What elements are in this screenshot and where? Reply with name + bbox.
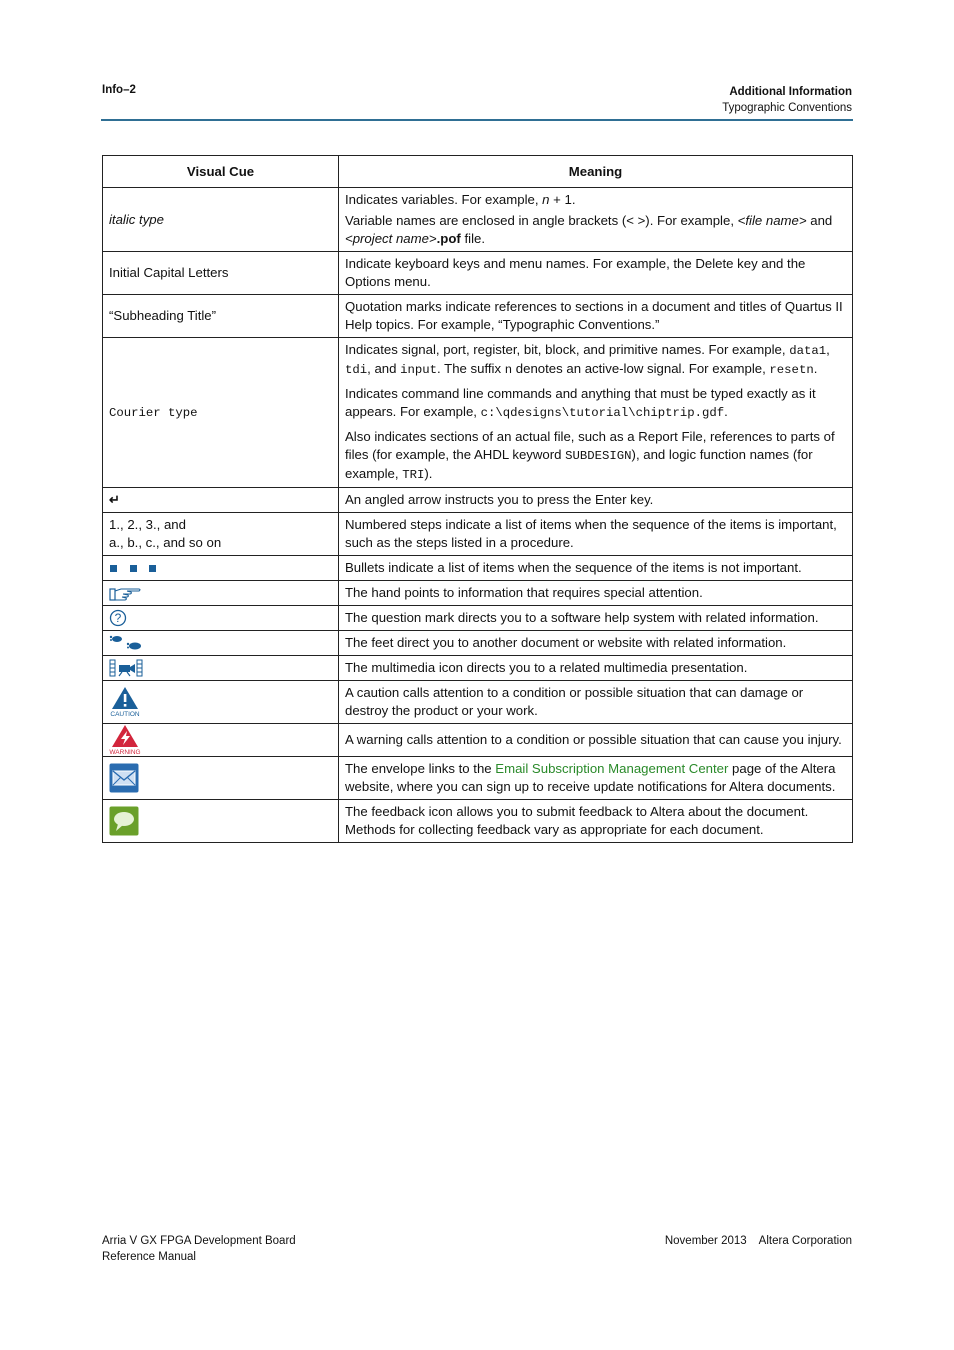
meaning-warning: A warning calls attention to a condition or possible situation that can cause you injury.: [339, 724, 853, 757]
page-number: Info–2: [102, 84, 136, 96]
cue-initial-capital: Initial Capital Letters: [103, 252, 339, 295]
cue-subheading: “Subheading Title”: [103, 295, 339, 338]
caution-icon: [109, 686, 143, 718]
footer-date-company: [665, 1233, 852, 1249]
bullet-squares-icon: [109, 564, 161, 574]
table-row: [103, 556, 853, 581]
envelope-icon[interactable]: [109, 763, 139, 793]
table-row: [103, 338, 853, 488]
table-row: [103, 681, 853, 724]
meaning-courier: Indicates signal, port, register, bit, block, and primitive names. For example, data1, tdi, and input. The suffix n denotes an active-low signal. For example, resetn. Indicates command line commands and anything that must be typed exactly as it appears. For example, c:\qdesigns\tutorial\chiptrip.gdf. Also indicates sections of an actual file, such as a Report File, references to parts of files (for example, the AHDL keyword SUBDESIGN), and logic function names (for example, TRI).: [339, 338, 853, 488]
enter-arrow-icon: ↵: [103, 488, 339, 513]
table-row: [103, 606, 853, 631]
feedback-icon[interactable]: [109, 806, 139, 836]
cue-italic: italic type: [103, 188, 339, 252]
running-header: [722, 84, 852, 116]
multimedia-icon: [109, 659, 143, 677]
meaning-envelope: The envelope links to the Email Subscription Management Center page of the Altera website, where you can sign up to receive update notifications for Altera documents.: [339, 757, 853, 800]
footer-date: November 2013: [664, 1235, 747, 1247]
footer-document-title: Arria V GX FPGA Development Board Reference Manual: [102, 1235, 296, 1263]
table-row: [103, 724, 853, 757]
table-row: [103, 581, 853, 606]
bullets-icon: [103, 556, 339, 581]
table-row: [103, 295, 853, 338]
section-title: Additional Information: [729, 86, 852, 98]
warning-icon: [109, 724, 145, 756]
meaning-numbered: Numbered steps indicate a list of items when the sequence of the items is important, such as the steps listed in a procedure.: [339, 513, 853, 556]
cue-courier: Courier type: [103, 338, 339, 488]
question-mark-icon: [109, 609, 129, 627]
meaning-enter: An angled arrow instructs you to press the Enter key.: [339, 488, 853, 513]
email-subscription-link[interactable]: Email Subscription Management Center: [495, 761, 729, 776]
visual-cue-header: Visual Cue: [103, 156, 339, 188]
meaning-italic: Indicates variables. For example, n + 1. Variable names are enclosed in angle brackets (< >). For example, <file name> and <project name>.pof file.: [339, 188, 853, 252]
header-rule: [101, 119, 853, 121]
table-header-row: [103, 156, 853, 188]
feet-icon: [109, 634, 147, 652]
footer-company: Altera Corporation: [758, 1235, 852, 1247]
typographic-conventions-table: [102, 155, 853, 843]
svg-text:WARNING: WARNING: [109, 749, 141, 756]
table-row: [103, 513, 853, 556]
cue-numbered: 1., 2., 3., and a., b., c., and so on: [103, 513, 339, 556]
meaning-caution: A caution calls attention to a condition or possible situation that can damage or destroy the product or your work.: [339, 681, 853, 724]
table-row: [103, 800, 853, 843]
meaning-question: The question mark directs you to a software help system with related information.: [339, 606, 853, 631]
table-row: [103, 631, 853, 656]
svg-text:?: ?: [114, 611, 122, 626]
table-row: [103, 757, 853, 800]
meaning-bullets: Bullets indicate a list of items when the sequence of the items is not important.: [339, 556, 853, 581]
table-row: [103, 188, 853, 252]
meaning-hand: The hand points to information that requires special attention.: [339, 581, 853, 606]
meaning-feedback: The feedback icon allows you to submit feedback to Altera about the document. Methods for collecting feedback vary as appropriate for each document.: [339, 800, 853, 843]
hand-pointer-icon: [109, 586, 143, 602]
table-row: [103, 656, 853, 681]
meaning-multimedia: The multimedia icon directs you to a related multimedia presentation.: [339, 656, 853, 681]
meaning-feet: The feet direct you to another document or website with related information.: [339, 631, 853, 656]
svg-text:CAUTION: CAUTION: [110, 711, 140, 718]
meaning-initial-capital: Indicate keyboard keys and menu names. For example, the Delete key and the Options menu.: [339, 252, 853, 295]
meaning-header: Meaning: [339, 156, 853, 188]
table-row: [103, 252, 853, 295]
subsection-title: Typographic Conventions: [722, 102, 852, 114]
meaning-subheading: Quotation marks indicate references to sections in a document and titles of Quartus II Help topics. For example, “Typographic Conventions.”: [339, 295, 853, 338]
table-row: [103, 488, 853, 513]
